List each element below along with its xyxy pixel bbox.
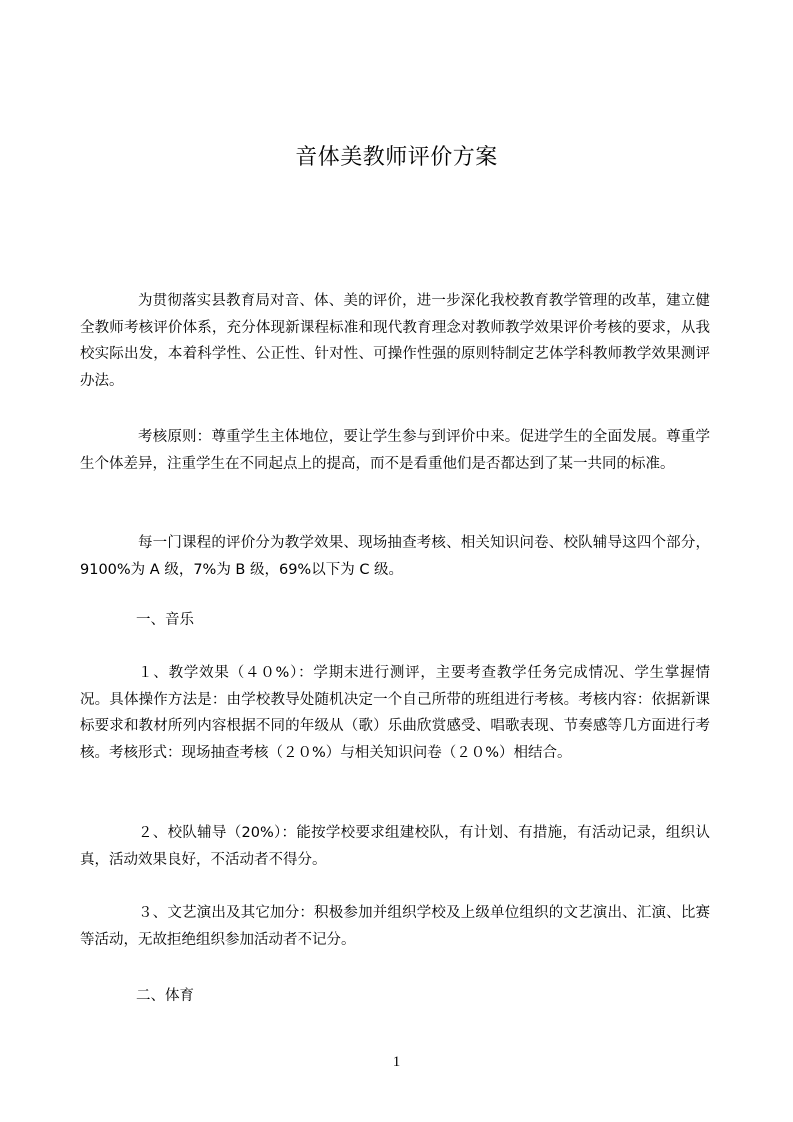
principle-paragraph: 考核原则：尊重学生主体地位，要让学生参与到评价中来。促进学生的全面发展。尊重学生个体差异，注重学生在不同起点上的提高，而不是看重他们是否都达到了某一共同的标准。 bbox=[80, 429, 710, 472]
page-number: 1 bbox=[392, 1054, 401, 1070]
grading-paragraph: 每一门课程的评价分为教学效果、现场抽查考核、相关知识问卷、校队辅导这四个部分，9100%为 A 级，7%为 B 级，69%以下为 C 级。 bbox=[80, 535, 710, 578]
section-heading-pe: 二、体育 bbox=[136, 988, 194, 1004]
music-item-1: １、教学效果（４０%）：学期末进行测评，主要考查教学任务完成情况、学生掌握情况。具体操作方法是：由学校教导处随机决定一个自己所带的班组进行考核。考核内容：依据新课标要求和教材所列内容根据不同的年级从（歌）乐曲欣赏感受、唱歌表现、节奏感等几方面进行考核。考核形式：现场抽查考核（２０%）与相关知识问卷（２０%）相结合。 bbox=[80, 665, 710, 761]
intro-paragraph: 为贯彻落实县教育局对音、体、美的评价，进一步深化我校教育教学管理的改革，建立健全教师考核评价体系，充分体现新课程标准和现代教育理念对教师教学效果评价考核的要求，从我校实际出发，本着科学性、公正性、针对性、可操作性强的原则特制定艺体学科教师教学效果测评办法。 bbox=[80, 293, 710, 389]
page-title: 音体美教师评价方案 bbox=[295, 145, 498, 170]
section-heading-music: 一、音乐 bbox=[136, 612, 194, 628]
music-item-2: ２、校队辅导（20%）：能按学校要求组建校队，有计划、有措施，有活动记录，组织认真，活动效果良好，不活动者不得分。 bbox=[80, 825, 710, 868]
music-item-3: ３、文艺演出及其它加分：积极参加并组织学校及上级单位组织的文艺演出、汇演、比赛等活动，无故拒绝组织参加活动者不记分。 bbox=[80, 905, 710, 948]
